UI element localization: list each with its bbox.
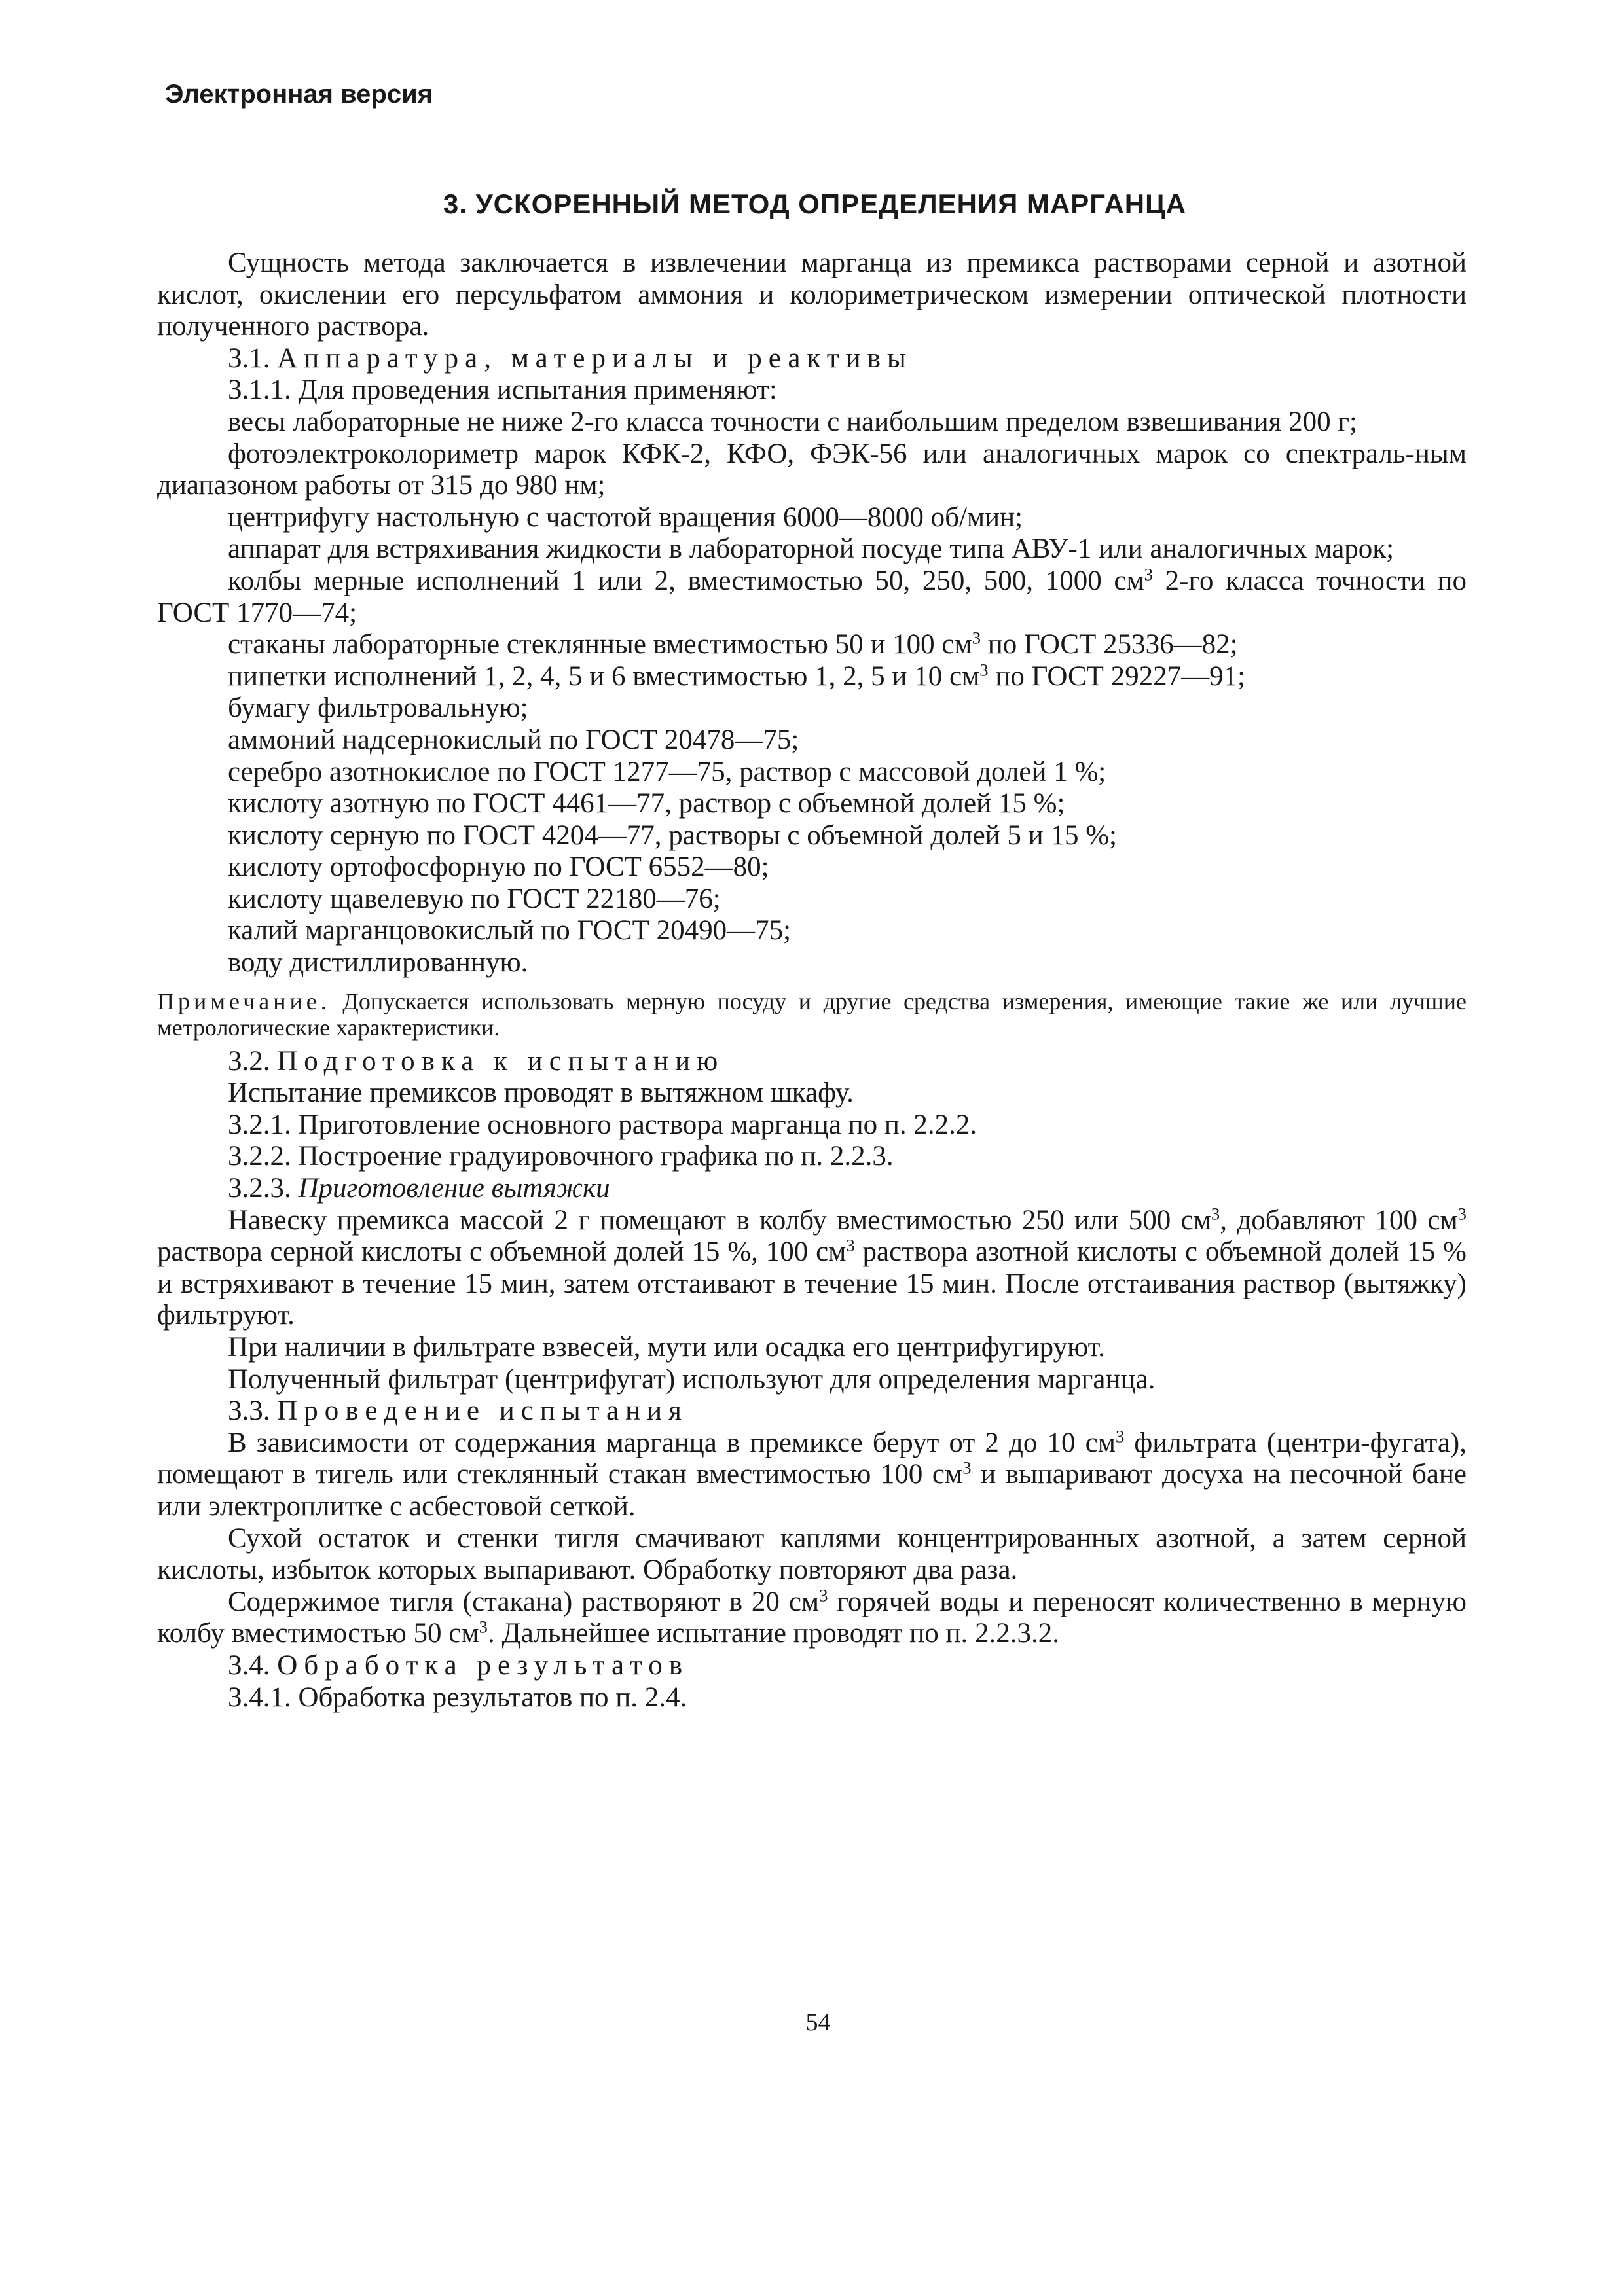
- list-item: [157, 565, 1467, 629]
- paragraph: [157, 1205, 1467, 1332]
- superscript: 3: [1144, 564, 1153, 584]
- text-run: раствора серной кислоты с объемной долей 15 %, 100 см: [157, 1236, 847, 1268]
- superscript: 3: [1457, 1203, 1467, 1223]
- superscript: 3: [846, 1235, 855, 1255]
- subsection-title: Подготовка к испытанию: [277, 1045, 725, 1077]
- text-run: по ГОСТ 25336—82;: [981, 629, 1238, 660]
- text-run: Содержимое тигля (стакана) растворяют в 20 см: [228, 1586, 820, 1617]
- list-item: фотоэлектроколориметр марок КФК-2, КФО, ФЭК-56 или аналогичных марок со спектраль-ным диапазоном работы от 315 до 980 нм;: [157, 438, 1467, 501]
- superscript: 3: [979, 660, 989, 680]
- subsection-heading: [157, 1046, 1467, 1078]
- text-run: 2-го класса точности по ГОСТ 1770—74;: [157, 565, 1467, 628]
- subsection-number: 3.2.: [228, 1045, 270, 1077]
- text-run: по ГОСТ 29227—91;: [988, 660, 1246, 692]
- list-item: калий марганцовокислый по ГОСТ 20490—75;: [228, 915, 792, 946]
- list-item: воду дистиллированную.: [228, 947, 528, 978]
- header-label: Электронная версия: [165, 80, 433, 109]
- text-run: горячей воды и переносят количественно в мерную колбу вместимостью 50 см: [157, 1586, 1467, 1649]
- list-item: кислоту серную по ГОСТ 4204—77, растворы с объемной долей 5 и 15 %;: [228, 819, 1117, 851]
- list-item: [157, 661, 1467, 693]
- text-run: В зависимости от содержания марганца в премиксе берут от 2 до 10 см: [228, 1427, 1116, 1458]
- superscript: 3: [1211, 1203, 1220, 1223]
- superscript: 3: [962, 1458, 972, 1478]
- paragraph: 3.2.2. Построение градуировочного графика по п. 2.2.3.: [228, 1141, 894, 1172]
- section-title: 3. УСКОРЕННЫЙ МЕТОД ОПРЕДЕЛЕНИЯ МАРГАНЦА: [443, 188, 1187, 219]
- superscript: 3: [479, 1617, 488, 1637]
- document-body: [157, 247, 1467, 1713]
- subsection-title: Приготовление вытяжки: [298, 1173, 610, 1204]
- paragraph: 3.4.1. Обработка результатов по п. 2.4.: [228, 1681, 687, 1713]
- intro-paragraph: Сущность метода заключается в извлечении марганца из премикса растворами серной и азотной кислот, окислении его персульфатом аммония и колориметрическом измерении оптической плотности полученного раствора.: [157, 247, 1467, 342]
- paragraph: Сухой остаток и стенки тигля смачивают каплями концентрированных азотной, а затем серной кислоты, избыток которых выпаривают. Обработку повторяют два раза.: [157, 1522, 1467, 1586]
- superscript: 3: [1115, 1426, 1125, 1446]
- paragraph: При наличии в фильтрате взвесей, мути или осадка его центрифугируют.: [228, 1332, 1105, 1363]
- page-number: 54: [805, 2009, 831, 2036]
- subsection-title: Обработка результатов: [277, 1649, 689, 1681]
- text-run: и выпаривают досуха на песочной бане или электроплитке с асбестовой сеткой.: [157, 1459, 1467, 1522]
- list-item: центрифугу настольную с частотой вращения 6000—8000 об/мин;: [228, 501, 1023, 533]
- subsection-heading: [157, 1173, 1467, 1205]
- paragraph: Полученный фильтрат (центрифугат) используют для определения марганца.: [228, 1363, 1156, 1395]
- list-item: аммоний надсернокислый по ГОСТ 20478—75;: [228, 724, 799, 755]
- text-run: фильтрата (центри-фугата), помещают в тигель или стеклянный стакан вместимостью 100 см: [157, 1427, 1467, 1490]
- text-run: пипетки исполнений 1, 2, 4, 5 и 6 вместимостью 1, 2, 5 и 10 см: [228, 660, 980, 692]
- list-item: аппарат для встряхивания жидкости в лабораторной посуде типа АВУ-1 или аналогичных марок;: [228, 533, 1395, 565]
- subsection-heading: [157, 1395, 1467, 1427]
- list-item: кислоту азотную по ГОСТ 4461—77, раствор с объемной долей 15 %;: [228, 788, 1065, 819]
- paragraph: Испытание премиксов проводят в вытяжном шкафу.: [228, 1077, 854, 1109]
- text-run: . Дальнейшее испытание проводят по п. 2.2.3.2.: [487, 1618, 1059, 1649]
- note-text: Допускается использовать мерную посуду и другие средства измерения, имеющие такие же или лучшие метрологические характеристики.: [157, 988, 1467, 1041]
- list-item: серебро азотнокислое по ГОСТ 1277—75, раствор с массовой долей 1 %;: [228, 756, 1106, 787]
- list-item: весы лабораторные не ниже 2-го класса точности с наибольшим пределом взвешивания 200 г;: [228, 406, 1357, 437]
- text-run: Навеску премикса массой 2 г помещают в колбу вместимостью 250 или 500 см: [228, 1204, 1211, 1236]
- superscript: 3: [819, 1585, 828, 1605]
- text-run: раствора азотной кислоты с объемной долей 15 % и встряхивают в течение 15 мин, затем отстаивают в течение 15 мин. После отстаивания раствор (вытяжку) фильтруют.: [157, 1236, 1467, 1331]
- subsection-number: 3.1.: [228, 342, 270, 374]
- subsection-heading: [157, 343, 1467, 375]
- list-item: бумагу фильтровальную;: [228, 692, 528, 724]
- subsection-title: Проведение испытания: [277, 1395, 688, 1427]
- subsection-number: 3.4.: [228, 1649, 270, 1681]
- subsection-title: Аппаратура, материалы и реактивы: [277, 342, 913, 374]
- note-paragraph: [157, 988, 1467, 1041]
- paragraph: [157, 1587, 1467, 1650]
- subsection-number: 3.3.: [228, 1395, 270, 1427]
- text-run: , добавляют 100 см: [1220, 1204, 1458, 1236]
- paragraph: 3.2.1. Приготовление основного раствора марганца по п. 2.2.2.: [228, 1109, 977, 1140]
- list-item: [157, 629, 1467, 661]
- list-item: кислоту ортофосфорную по ГОСТ 6552—80;: [228, 852, 769, 883]
- text-run: стаканы лабораторные стеклянные вместимостью 50 и 100 см: [228, 629, 972, 660]
- paragraph: [157, 1427, 1467, 1523]
- note-label: Примечание.: [157, 988, 331, 1014]
- superscript: 3: [972, 628, 981, 648]
- list-item: кислоту щавелевую по ГОСТ 22180—76;: [228, 883, 721, 914]
- text-run: колбы мерные исполнений 1 или 2, вместимостью 50, 250, 500, 1000 см: [228, 565, 1144, 596]
- paragraph: 3.1.1. Для проведения испытания применяют:: [228, 374, 777, 406]
- subsection-number: 3.2.3.: [228, 1173, 291, 1204]
- subsection-heading: [157, 1650, 1467, 1682]
